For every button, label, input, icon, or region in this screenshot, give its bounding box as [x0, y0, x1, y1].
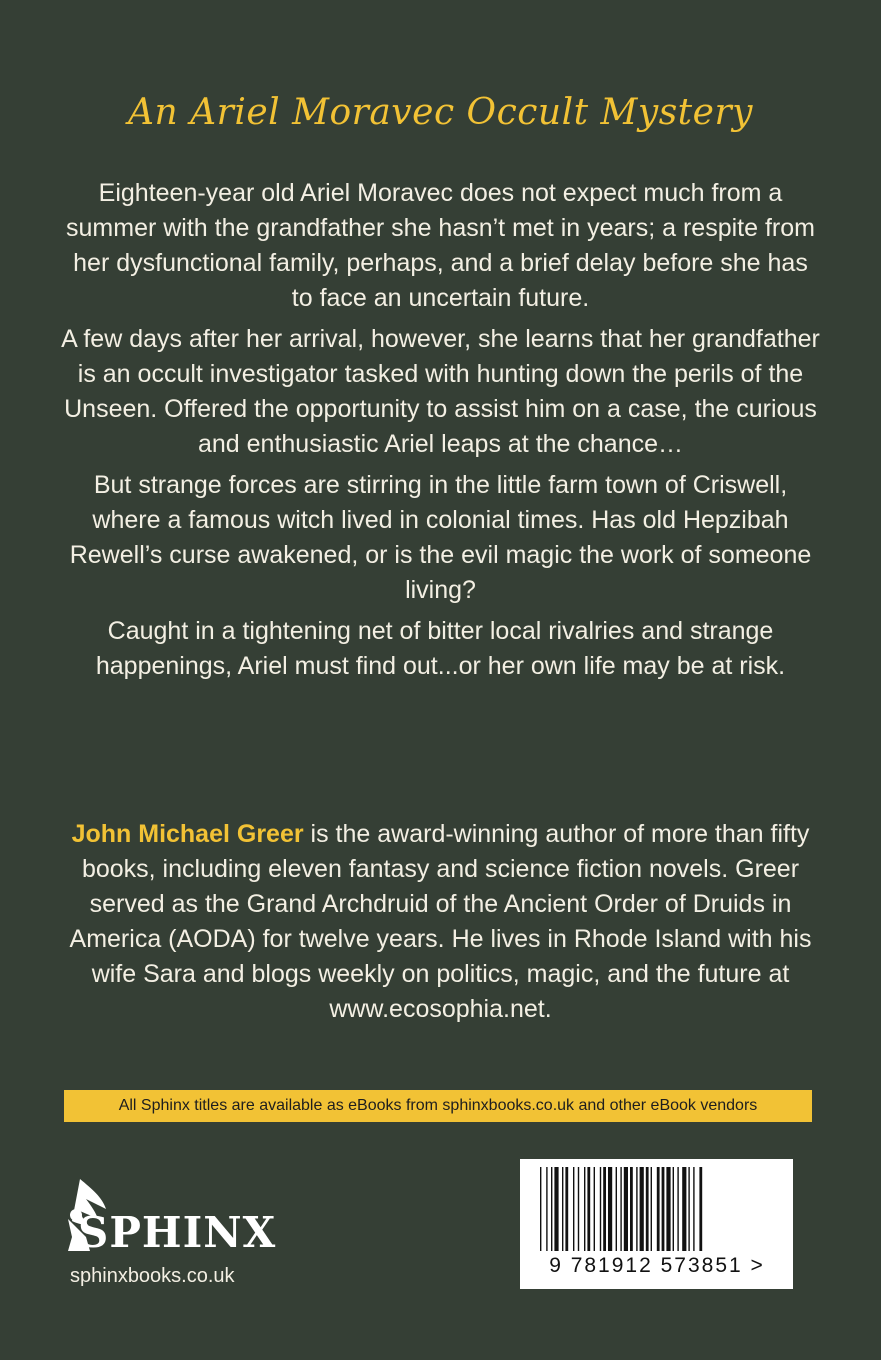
author-bio-text: is the award-winning author of more than fifty books, including eleven fantasy and science fiction novels. Greer served as the Grand Archdruid of the Ancient Order of Druids in America (AODA) for twelve years. He lives in Rhode Island with his wife Sara and blogs weekly on politics, magic, and the future at www.ecosophia.net. — [69, 820, 812, 1023]
blurb-paragraph: Caught in a tightening net of bitter local rivalries and strange happenings, Ariel must find out...or her own life may be at risk. — [95, 617, 786, 680]
ebook-banner: All Sphinx titles are available as eBooks from sphinxbooks.co.uk and other eBook vendors — [64, 1090, 812, 1122]
author-name: John Michael Greer — [71, 820, 304, 848]
isbn-number: 9 781912 573851 > — [549, 1254, 765, 1277]
blurb — [60, 176, 821, 690]
series-title: An Ariel Moravec Occult Mystery — [127, 92, 753, 133]
author-bio — [60, 817, 821, 1027]
blurb-paragraph: Eighteen-year old Ariel Moravec does not expect much from a summer with the grandfather she hasn’t met in years; a respite from her dysfunctional family, perhaps, and a brief delay before she has to face an uncertain future. — [66, 179, 815, 312]
blurb-paragraph: But strange forces are stirring in the little farm town of Criswell, where a famous witch lived in colonial times. Has old Hepzibah Rewell’s curse awakened, or is the evil magic the work of someone living? — [69, 471, 812, 604]
publisher-logo: SPHINX — [78, 1208, 277, 1257]
publisher-website: sphinxbooks.co.uk — [70, 1265, 235, 1287]
barcode-bars — [540, 1167, 773, 1255]
blurb-paragraph: A few days after her arrival, however, she learns that her grandfather is an occult investigator tasked with hunting down the perils of the Unseen. Offered the opportunity to assist him on a case, the curious and enthusiastic Ariel leaps at the chance… — [61, 325, 820, 458]
